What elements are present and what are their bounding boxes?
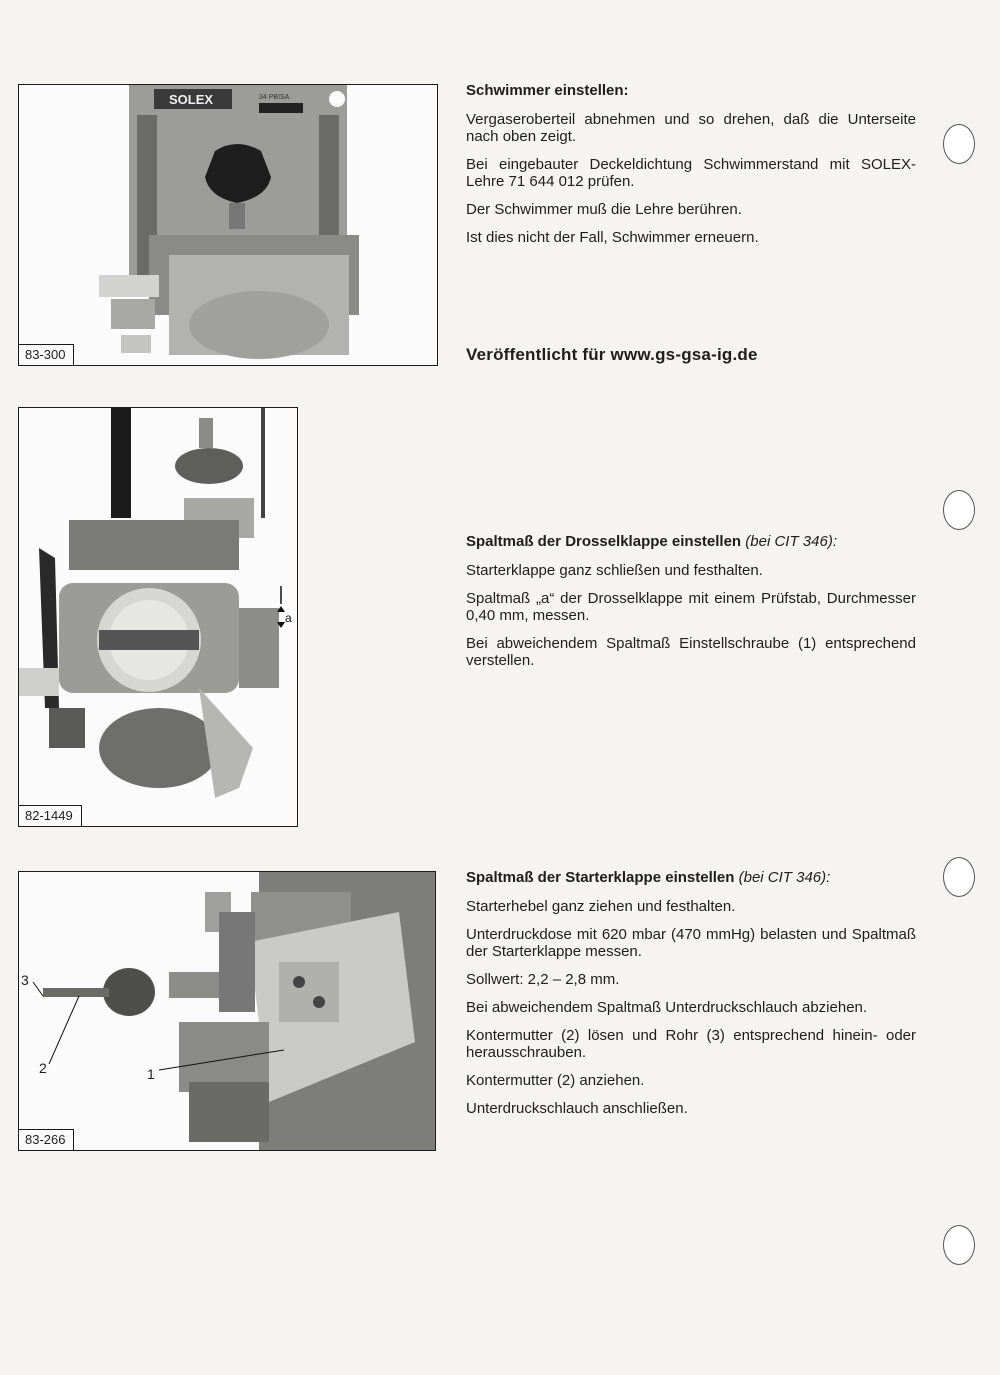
figure-choke-gap: [18, 871, 436, 1151]
figure-throttle-gap: [18, 407, 298, 827]
section-throttle-gap: [466, 533, 916, 680]
paragraph: Bei eingebauter Deckeldichtung Schwimmerstand mit SOLEX-Lehre 71 644 012 prüfen.: [466, 156, 916, 190]
paragraph: Der Schwimmer muß die Lehre berühren.: [466, 201, 742, 218]
figure-label: 83-300: [19, 344, 74, 365]
callout-3: 3: [21, 972, 29, 988]
punch-hole: [943, 124, 975, 164]
paragraph: Unterdruckdose mit 620 mbar (470 mmHg) belasten und Spaltmaß der Starterklappe messen.: [466, 926, 916, 960]
figure-label: 83-266: [19, 1129, 74, 1150]
punch-hole: [943, 857, 975, 897]
punch-hole: [943, 490, 975, 530]
float-gauge-photo: [19, 85, 437, 365]
paragraph: Ist dies nicht der Fall, Schwimmer erneuern.: [466, 229, 759, 246]
section-heading: Spaltmaß der Drosselklappe einstellen (bei CIT 346):: [466, 533, 837, 550]
section-float-adjust: [466, 82, 916, 257]
solex-code-text: 34 PBISA: [259, 94, 290, 101]
callout-1: 1: [147, 1066, 155, 1082]
paragraph: Bei abweichendem Spaltmaß Unterdruckschlauch abziehen.: [466, 999, 868, 1016]
throttle-gap-photo: [19, 408, 297, 826]
paragraph: Vergaseroberteil abnehmen und so drehen, daß die Unterseite nach oben zeigt.: [466, 111, 916, 145]
section-choke-gap: [466, 869, 916, 1128]
choke-gap-photo: [19, 872, 435, 1150]
section-heading: Schwimmer einstellen:: [466, 82, 629, 99]
figure-label: 82-1449: [19, 805, 82, 826]
published-for-watermark: Veröffentlicht für www.gs-gsa-ig.de: [466, 345, 758, 364]
paragraph: Kontermutter (2) lösen und Rohr (3) entsprechend hinein- oder herausschrauben.: [466, 1027, 916, 1061]
figure-float-gauge: [18, 84, 438, 366]
punch-hole: [943, 1225, 975, 1265]
callout-2: 2: [39, 1060, 47, 1076]
paragraph: Starterklappe ganz schließen und festhalten.: [466, 562, 763, 579]
paragraph: Kontermutter (2) anziehen.: [466, 1072, 645, 1089]
paragraph: Bei abweichendem Spaltmaß Einstellschraube (1) entsprechend verstellen.: [466, 635, 916, 669]
section-heading: Spaltmaß der Starterklappe einstellen (bei CIT 346):: [466, 869, 831, 886]
paragraph: Sollwert: 2,2 – 2,8 mm.: [466, 971, 620, 988]
paragraph: Starterhebel ganz ziehen und festhalten.: [466, 898, 736, 915]
paragraph: Spaltmaß „a“ der Drosselklappe mit einem Prüfstab, Durchmesser 0,40 mm, messen.: [466, 590, 916, 624]
paragraph: Unterdruckschlauch anschließen.: [466, 1100, 688, 1117]
dimension-label-a: a: [285, 611, 292, 625]
solex-plate-text: SOLEX: [169, 92, 214, 107]
